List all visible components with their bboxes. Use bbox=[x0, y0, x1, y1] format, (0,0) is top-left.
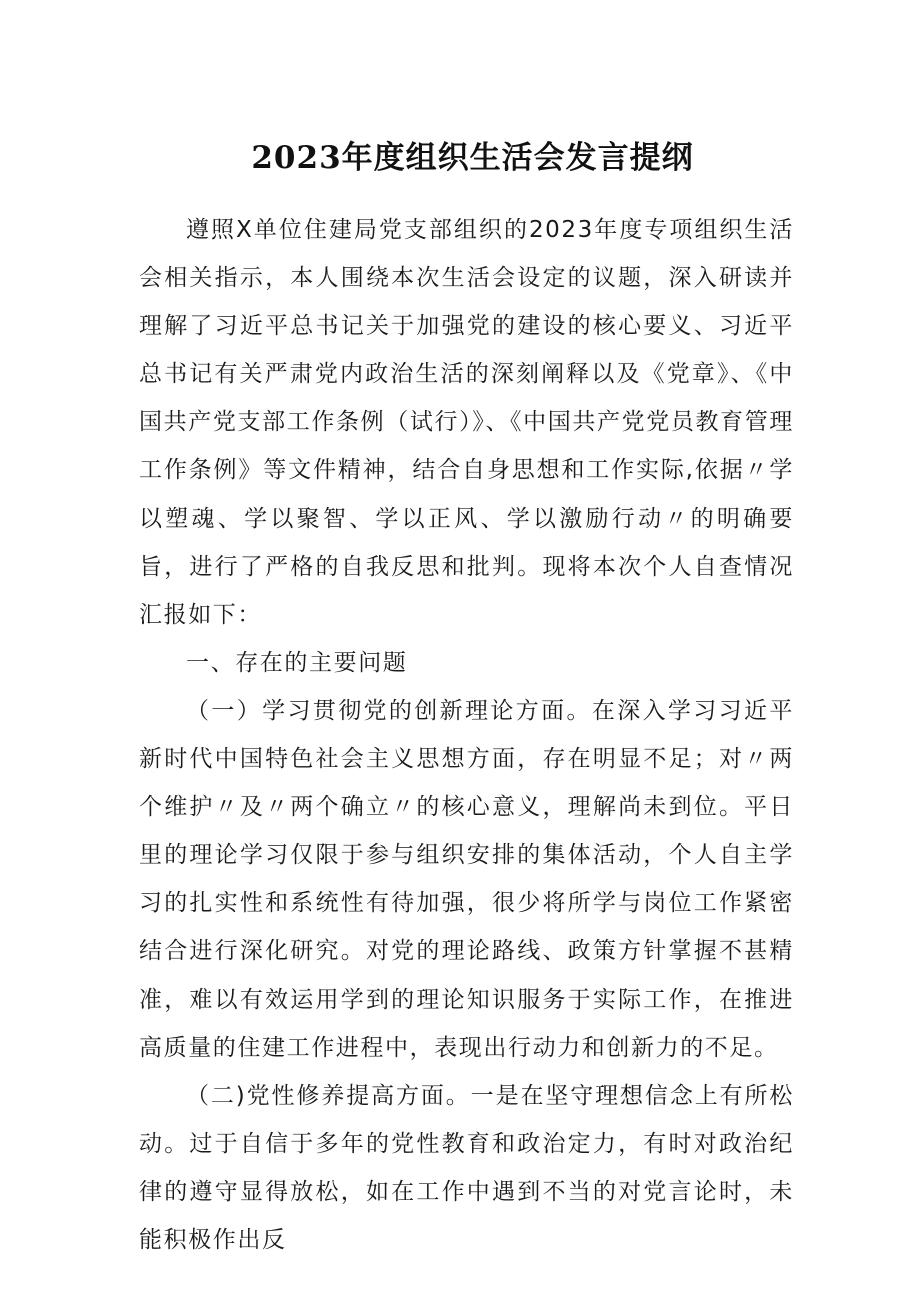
document-body bbox=[139, 206, 794, 1264]
subsection-theory-study-paragraph: （一）学习贯彻党的创新理论方面。在深入学习习近平新时代中国特色社会主义思想方面，存在明显不足；对〃两个维护〃及〃两个确立〃的核心意义，理解尚未到位。平日里的理论学习仅限于参与组织安排的集体活动，个人自主学习的扎实性和系统性有待加强，很少将所学与岗位工作紧密结合进行深化研究。对党的理论路线、政策方针掌握不甚精准，难以有效运用学到的理论知识服务于实际工作，在推进高质量的住建工作进程中，表现出行动力和创新力的不足。 bbox=[139, 697, 794, 1061]
document-title: 2023年度组织生活会发言提纲 bbox=[251, 140, 694, 176]
intro-paragraph: 遵照X单位住建局党支部组织的2023年度专项组织生活会相关指示，本人围绕本次生活会设定的议题，深入研读并理解了习近平总书记关于加强党的建设的核心要义、习近平总书记有关严肃党内政治生活的深刻阐释以及《党章》、《中国共产党支部工作条例（试行）》、《中国共产党党员教育管理工作条例》等文件精神，结合自身思想和工作实际,依据〃学以塑魂、学以聚智、学以正风、学以激励行动〃的明确要旨，进行了严格的自我反思和批判。现将本次个人自查情况汇报如下： bbox=[139, 217, 794, 628]
section-heading-main-problems: 一、存在的主要问题 bbox=[186, 649, 408, 676]
subsection-party-spirit-paragraph: （二)党性修养提高方面。一是在坚守理想信念上有所松动。过于自信于多年的党性教育和政治定力，有时对政治纪律的遵守显得放松，如在工作中遇到不当的对党言论时，未能积极作出反 bbox=[139, 1082, 794, 1253]
